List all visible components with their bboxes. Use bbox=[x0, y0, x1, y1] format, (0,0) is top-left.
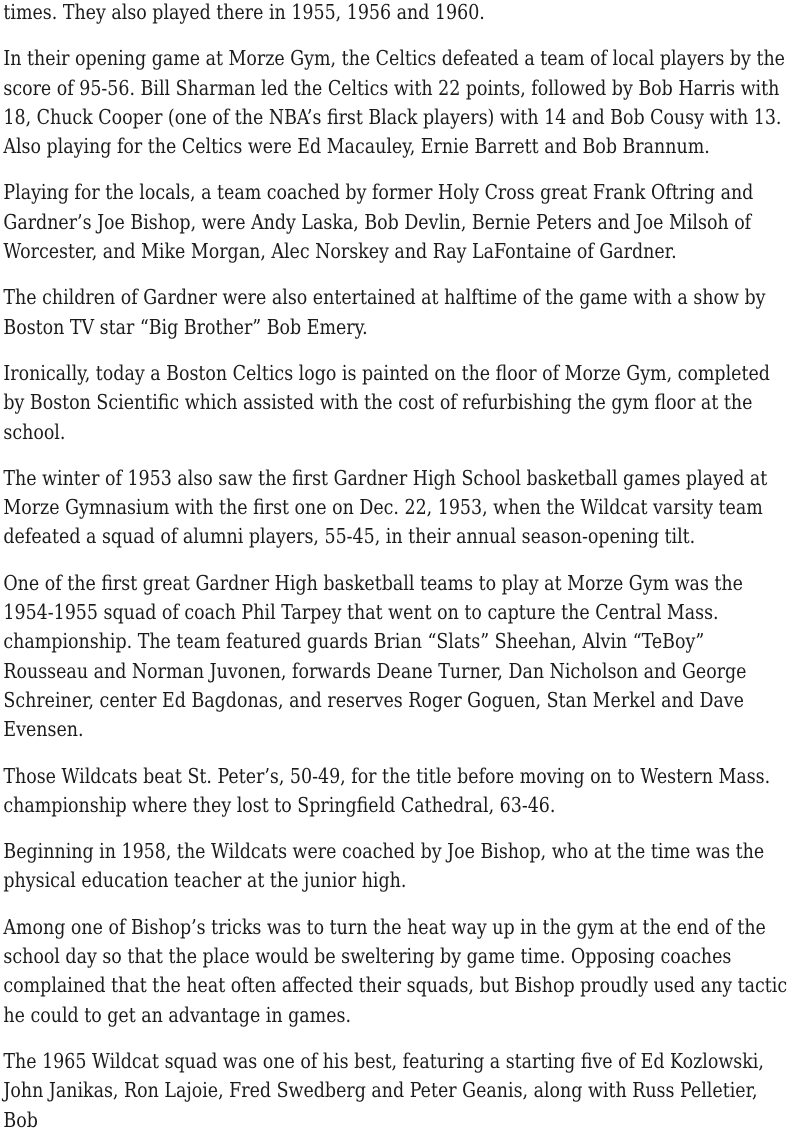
article-paragraph: Among one of Bishop’s tricks was to turn the heat way up in the gym at the end of the school day so that the place would be sweltering by game time. Opposing coaches complained that the heat often affected their squads, but Bishop proudly used any tactic he could to get an advantage in games. bbox=[3, 914, 788, 1027]
article-paragraph: times. They also played there in 1955, 1956 and 1960. bbox=[3, 0, 485, 24]
article-paragraph: The winter of 1953 also saw the first Gardner High School basketball games played at Morze Gymnasium with the first one on Dec. 22, 1953, when the Wildcat varsity team defeated a squad of alumni players, 55-45, in their annual season-opening tilt. bbox=[3, 465, 768, 549]
article-paragraph: One of the first great Gardner High basketball teams to play at Morze Gym was the 1954-1955 squad of coach Phil Tarpey that went on to capture the Central Mass. championship. The team featured guards Brian “Slats” Sheehan, Alvin “TeBoy” Rousseau and Norman Juvonen, forwards Deane Turner, Dan Nicholson and George Schreiner, center Ed Bagdonas, and reserves Roger Goguen, Stan Merkel and Dave Evensen. bbox=[3, 570, 747, 742]
article-paragraph: Playing for the locals, a team coached by former Holy Cross great Frank Oftring and Gardner’s Joe Bishop, were Andy Laska, Bob Devlin, Bernie Peters and Joe Milsoh of Worcester, and Mike Morgan, Alec Norskey and Ray LaFontaine of Gardner. bbox=[3, 180, 754, 264]
article-paragraph: Those Wildcats beat St. Peter’s, 50-49, for the title before moving on to Western Mass. championship where they lost to Springfield Cathedral, 63-46. bbox=[3, 763, 771, 817]
article-paragraph: The 1965 Wildcat squad was one of his best, featuring a starting five of Ed Kozlowski, John Janikas, Ron Lajoie, Fred Swedberg and Peter Geanis, along with Russ Pelletier, Bob bbox=[3, 1048, 764, 1132]
article-paragraph: The children of Gardner were also entertained at halftime of the game with a show by Boston TV star “Big Brother” Bob Emery. bbox=[3, 285, 766, 339]
article-paragraph: Ironically, today a Boston Celtics logo is painted on the floor of Morze Gym, completed by Boston Scientific which assisted with the cost of refurbishing the gym floor at the school. bbox=[3, 360, 770, 444]
article-paragraph: Beginning in 1958, the Wildcats were coached by Joe Bishop, who at the time was the physical education teacher at the junior high. bbox=[3, 839, 765, 893]
article-paragraph: In their opening game at Morze Gym, the Celtics defeated a team of local players by the score of 95-56. Bill Sharman led the Celtics with 22 points, followed by Bob Harris with 18, Chuck Cooper (one of the NBA’s first Black players) with 14 and Bob Cousy with 13. Also playing for the Celtics were Ed Macauley, Ernie Barrett and Bob Brannum. bbox=[3, 46, 785, 159]
